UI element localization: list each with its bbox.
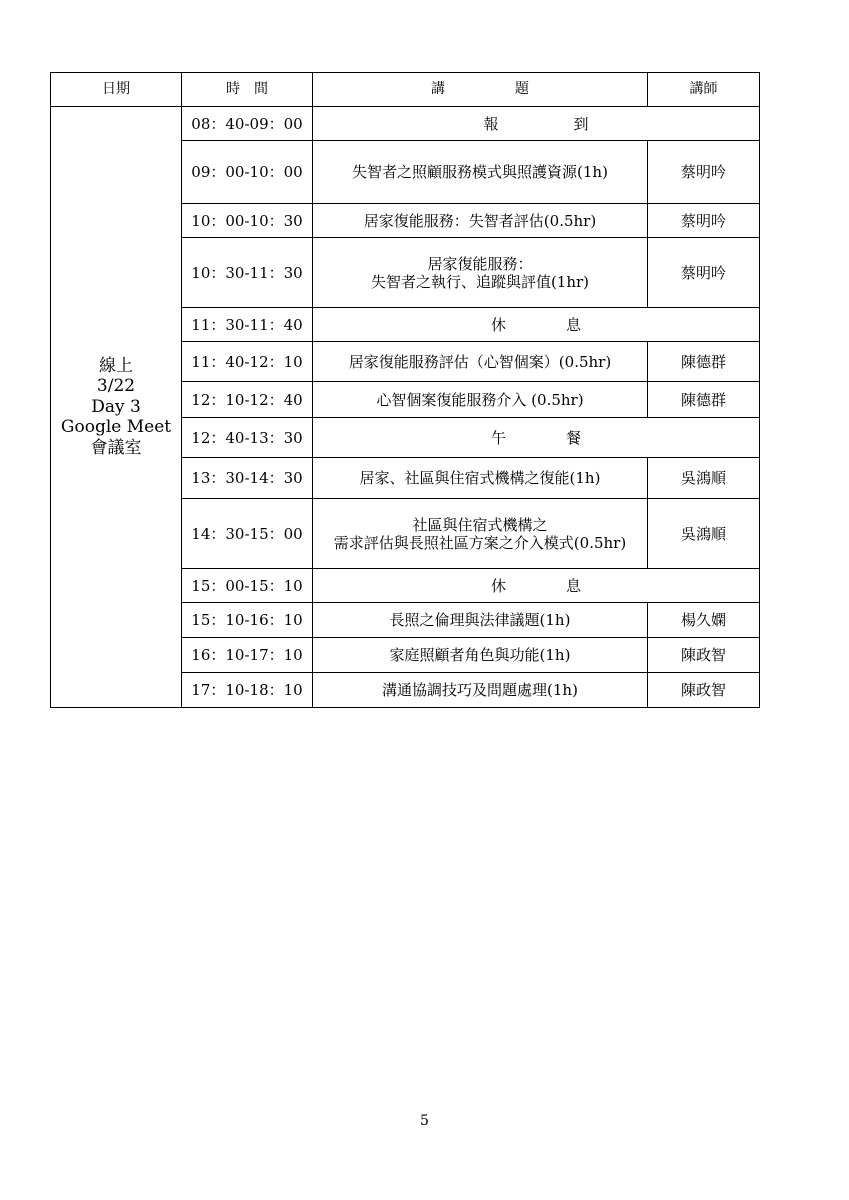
time-cell: 11：30-11：40 xyxy=(182,308,313,342)
topic-cell: 休 息 xyxy=(313,569,760,603)
time-cell: 11：40-12：10 xyxy=(182,342,313,382)
topic-cell: 午 餐 xyxy=(313,418,760,458)
time-cell: 13：30-14：30 xyxy=(182,458,313,499)
topic-cell: 休 息 xyxy=(313,308,760,342)
topic-cell xyxy=(313,499,648,569)
time-cell: 08：40-09：00 xyxy=(182,107,313,141)
time-cell: 17：10-18：10 xyxy=(182,673,313,708)
speaker-cell: 陳德群 xyxy=(648,342,760,382)
speaker-cell: 陳政智 xyxy=(648,673,760,708)
speaker-cell: 蔡明吟 xyxy=(648,238,760,308)
topic-cell xyxy=(313,238,648,308)
speaker-cell: 吳鴻順 xyxy=(648,499,760,569)
header-date: 日期 xyxy=(51,73,182,107)
topic-line: 需求評估與長照社區方案之介入模式(0.5hr) xyxy=(333,533,627,552)
speaker-cell: 蔡明吟 xyxy=(648,204,760,238)
time-cell: 12：10-12：40 xyxy=(182,382,313,418)
header-topic: 講 題 xyxy=(313,73,648,107)
page-number: 5 xyxy=(420,1113,429,1129)
speaker-cell: 吳鴻順 xyxy=(648,458,760,499)
date-line-day: Day 3 xyxy=(91,396,141,417)
topic-cell: 失智者之照顧服務模式與照護資源(1h) xyxy=(313,141,648,204)
date-line-mode: 線上 xyxy=(99,356,133,377)
topic-cell: 居家、社區與住宿式機構之復能(1h) xyxy=(313,458,648,499)
header-time: 時 間 xyxy=(182,73,313,107)
speaker-cell: 楊久嫻 xyxy=(648,603,760,638)
date-line-room: 會議室 xyxy=(90,437,142,458)
time-cell: 15：00-15：10 xyxy=(182,569,313,603)
time-cell: 14：30-15：00 xyxy=(182,499,313,569)
topic-line: 社區與住宿式機構之 xyxy=(412,515,548,534)
topic-cell: 報 到 xyxy=(313,107,760,141)
topic-cell: 居家復能服務評估（心智個案）(0.5hr) xyxy=(313,342,648,382)
speaker-cell: 陳德群 xyxy=(648,382,760,418)
topic-cell: 長照之倫理與法律議題(1h) xyxy=(313,603,648,638)
time-cell: 12：40-13：30 xyxy=(182,418,313,458)
date-cell xyxy=(51,107,182,708)
date-line-platform: Google Meet xyxy=(60,417,172,438)
topic-line: 居家復能服務： xyxy=(427,254,533,273)
time-cell: 09：00-10：00 xyxy=(182,141,313,204)
topic-cell: 心智個案復能服務介入 (0.5hr) xyxy=(313,382,648,418)
time-cell: 16：10-17：10 xyxy=(182,638,313,673)
topic-cell: 居家復能服務：失智者評估(0.5hr) xyxy=(313,204,648,238)
time-cell: 10：30-11：30 xyxy=(182,238,313,308)
table-header-row xyxy=(51,73,760,107)
topic-cell: 家庭照顧者角色與功能(1h) xyxy=(313,638,648,673)
speaker-cell: 陳政智 xyxy=(648,638,760,673)
speaker-cell: 蔡明吟 xyxy=(648,141,760,204)
table-row xyxy=(51,107,760,141)
time-cell: 15：10-16：10 xyxy=(182,603,313,638)
topic-line: 失智者之執行、追蹤與評值(1hr) xyxy=(370,272,590,291)
date-line-date: 3/22 xyxy=(96,376,136,397)
topic-cell: 溝通協調技巧及問題處理(1h) xyxy=(313,673,648,708)
schedule-table xyxy=(50,72,760,708)
time-cell: 10：00-10：30 xyxy=(182,204,313,238)
header-speaker: 講師 xyxy=(648,73,760,107)
